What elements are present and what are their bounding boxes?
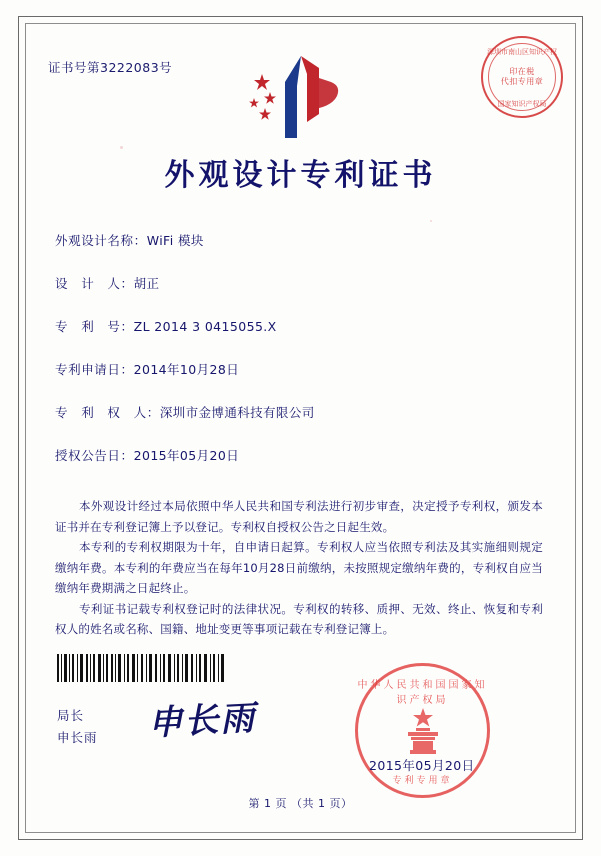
sipo-logo <box>245 52 355 142</box>
field-value: 深圳市金博通科技有限公司 <box>159 405 315 420</box>
signature-title-label: 局长 <box>57 708 85 723</box>
field-row-application-date <box>55 360 535 403</box>
national-seal-bottom-text: 专利专用章 <box>392 776 453 786</box>
field-row-design-name <box>55 231 535 274</box>
seal-center-line1: 印在税 <box>509 67 535 76</box>
field-label: 专 利 权 人： <box>55 405 160 420</box>
page-footer: 第 1 页 （共 1 页） <box>248 797 353 810</box>
field-label: 设 计 人： <box>55 276 134 291</box>
document-title: 外观设计专利证书 <box>164 158 437 193</box>
field-label: 专 利 号： <box>55 319 134 334</box>
barcode <box>57 654 227 682</box>
legal-paragraph-1: 本外观设计经过本局依照中华人民共和国专利法进行初步审查，决定授予专利权，颁发本证书并在专利登记簿上予以登记。专利权自授权公告之日起生效。 <box>55 499 543 534</box>
legal-body-text <box>55 496 543 640</box>
national-seal-stamp <box>355 663 490 798</box>
field-row-grant-date <box>55 446 535 489</box>
seal-center-line2: 代扣专用章 <box>500 77 544 86</box>
paper-speck <box>120 146 123 149</box>
field-row-designer <box>55 274 535 317</box>
signature-name-label: 申长雨 <box>57 730 98 745</box>
seal-center-text <box>481 67 563 87</box>
field-row-patent-number <box>55 317 535 360</box>
national-emblem-icon <box>396 704 450 758</box>
legal-paragraph-3: 专利证书记载专利权登记时的法律状况。专利权的转移、质押、无效、终止、恢复和专利权人的姓名或名称、国籍、地址变更等事项记载在专利登记簿上。 <box>55 601 543 636</box>
seal-arc-top-text: 深圳市南山区知识产权 <box>487 48 557 56</box>
certificate-number: 证书号第3222083号 <box>48 60 173 75</box>
field-value: ZL 2014 3 0415055.X <box>133 319 277 334</box>
national-seal-top-text: 中华人民共和国国家知识产权局 <box>357 680 488 706</box>
legal-paragraph-2: 本专利的专利权期限为十年，自申请日起算。专利权人应当依照专利法及其实施细则规定缴纳年费。本专利的年费应当在每年10月28日前缴纳，未按照规定缴纳年费的，专利权自应当缴纳年费期满之日起终止。 <box>55 540 543 595</box>
field-value: 2015年05月20日 <box>133 448 240 463</box>
field-list <box>55 231 535 489</box>
handwritten-signature: 申长雨 <box>147 698 258 744</box>
field-label: 外观设计名称： <box>55 233 147 248</box>
field-label: 专利申请日： <box>55 362 134 377</box>
field-row-patentee <box>55 403 535 446</box>
field-value: 2014年10月28日 <box>133 362 240 377</box>
paper-speck <box>430 220 432 222</box>
field-label: 授权公告日： <box>55 448 134 463</box>
seal-arc-bottom-text: 国家知识产权局 <box>497 100 547 108</box>
field-value: 胡正 <box>133 276 160 291</box>
tax-seal-stamp <box>481 36 563 118</box>
field-value: WiFi 模块 <box>146 233 204 248</box>
signature-block <box>57 705 98 749</box>
issue-date: 2015年05月20日 <box>369 758 475 773</box>
